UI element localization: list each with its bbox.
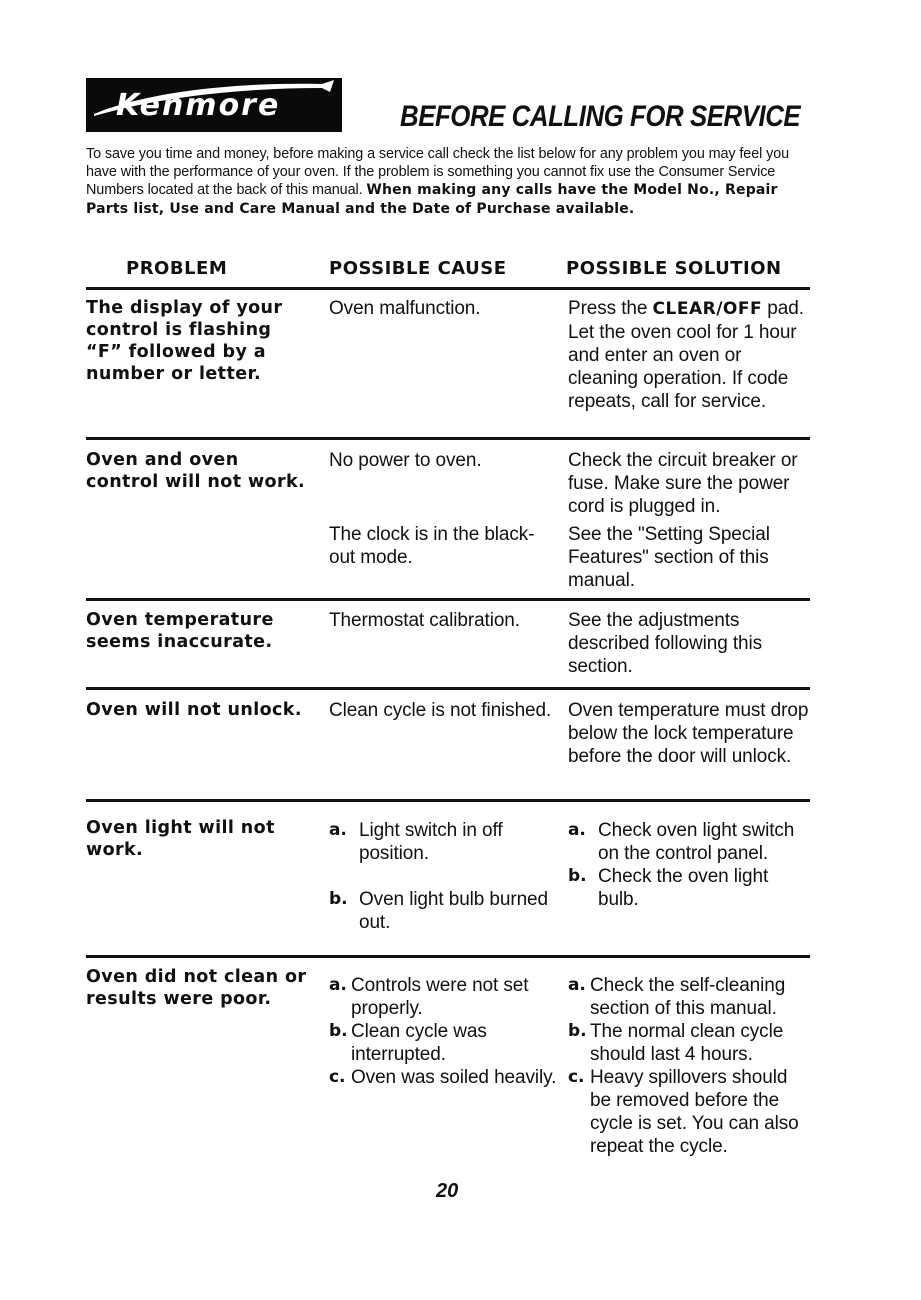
row-1-problem: The display of your control is flashing “F” followed by a number or letter. <box>86 298 283 384</box>
row-4-cause: Clean cycle is not finished. <box>329 700 552 721</box>
intro-bold-text: When making any calls have the Model No., Repair Parts list, Use and Care Manual and the Date of Purchase available. <box>86 182 778 217</box>
item-letter: c. <box>568 1067 585 1087</box>
solution-item <box>568 974 813 1020</box>
item-text: The normal clean cycle should last 4 hours. <box>590 1021 784 1065</box>
row-5-causes <box>329 819 559 934</box>
item-text: Oven was soiled heavily. <box>351 1067 557 1088</box>
item-text: Check oven light switch on the control panel. <box>598 820 795 864</box>
header-divider <box>86 287 810 290</box>
item-text: Check the oven light bulb. <box>598 866 769 910</box>
cause-item <box>329 1066 559 1089</box>
row-2-cause-2: The clock is in the black-out mode. <box>329 524 535 568</box>
item-text: Oven light bulb burned out. <box>359 889 548 933</box>
row-5-problem: Oven light will not work. <box>86 818 275 860</box>
item-letter: a. <box>329 975 347 995</box>
row-3-problem: Oven temperature seems inaccurate. <box>86 610 274 652</box>
logo-text: Kenmore <box>116 88 281 123</box>
row-1-solution-pre: Press the <box>568 298 653 319</box>
solution-item <box>568 1020 813 1066</box>
row-1-solution <box>568 297 813 413</box>
intro-paragraph <box>86 145 806 218</box>
row-divider <box>86 598 810 601</box>
item-letter: a. <box>329 820 347 840</box>
column-header-cause: POSSIBLE CAUSE <box>329 258 507 279</box>
solution-item <box>568 819 813 865</box>
item-text: Clean cycle was interrupted. <box>351 1021 487 1065</box>
solution-item <box>568 865 813 911</box>
item-letter: b. <box>329 889 348 909</box>
item-text: Controls were not set properly. <box>351 975 529 1019</box>
row-4-solution: Oven temperature must drop below the lock temperature before the door will unlock. <box>568 700 809 767</box>
row-divider <box>86 955 810 958</box>
row-2-solution-2: See the "Setting Special Features" section of this manual. <box>568 524 770 591</box>
item-text: Check the self-cleaning section of this manual. <box>590 975 786 1019</box>
cause-item <box>329 1020 559 1066</box>
row-3-solution: See the adjustments described following this section. <box>568 610 763 677</box>
column-header-solution: POSSIBLE SOLUTION <box>566 258 782 279</box>
solution-item <box>568 1066 813 1158</box>
row-6-problem: Oven did not clean or results were poor. <box>86 967 307 1009</box>
item-letter: b. <box>568 1021 587 1041</box>
item-letter: c. <box>329 1067 346 1087</box>
row-1-cause: Oven malfunction. <box>329 298 481 319</box>
row-3-cause: Thermostat calibration. <box>329 610 520 631</box>
page-title: BEFORE CALLING FOR SERVICE <box>400 100 801 133</box>
row-divider <box>86 799 810 802</box>
row-1-solution-bold: CLEAR/OFF <box>652 299 763 319</box>
kenmore-logo <box>86 78 342 132</box>
item-letter: a. <box>568 820 586 840</box>
item-letter: b. <box>568 866 587 886</box>
cause-item <box>329 888 559 934</box>
row-divider <box>86 687 810 690</box>
row-1-solution-post: pad. Let the oven cool for 1 hour and enter an oven or cleaning operation. If code repeats, call for service. <box>568 298 804 412</box>
item-letter: b. <box>329 1021 348 1041</box>
page-number: 20 <box>436 1180 459 1202</box>
cause-item <box>329 819 559 865</box>
row-divider <box>86 437 810 440</box>
intro-text: To save you time and money, before making a service call check the list below for any problem you may feel you have with the performance of your oven. If the problem is something you cannot fix use the Consumer Service Numbers located at the back of this manual. <box>86 146 790 199</box>
item-text: Heavy spillovers should be removed before the cycle is set. You can also repeat the cycle. <box>590 1067 799 1157</box>
item-text: Light switch in off position. <box>359 820 503 864</box>
row-5-solutions <box>568 819 813 911</box>
item-letter: a. <box>568 975 586 995</box>
row-6-causes <box>329 974 559 1089</box>
cause-item <box>329 974 559 1020</box>
row-2-problem: Oven and oven control will not work. <box>86 450 306 492</box>
column-header-problem: PROBLEM <box>126 258 228 279</box>
row-2-cause-1: No power to oven. <box>329 450 482 471</box>
row-4-problem: Oven will not unlock. <box>86 700 302 720</box>
row-6-solutions <box>568 974 813 1158</box>
row-2-solution-1: Check the circuit breaker or fuse. Make sure the power cord is plugged in. <box>568 450 798 517</box>
